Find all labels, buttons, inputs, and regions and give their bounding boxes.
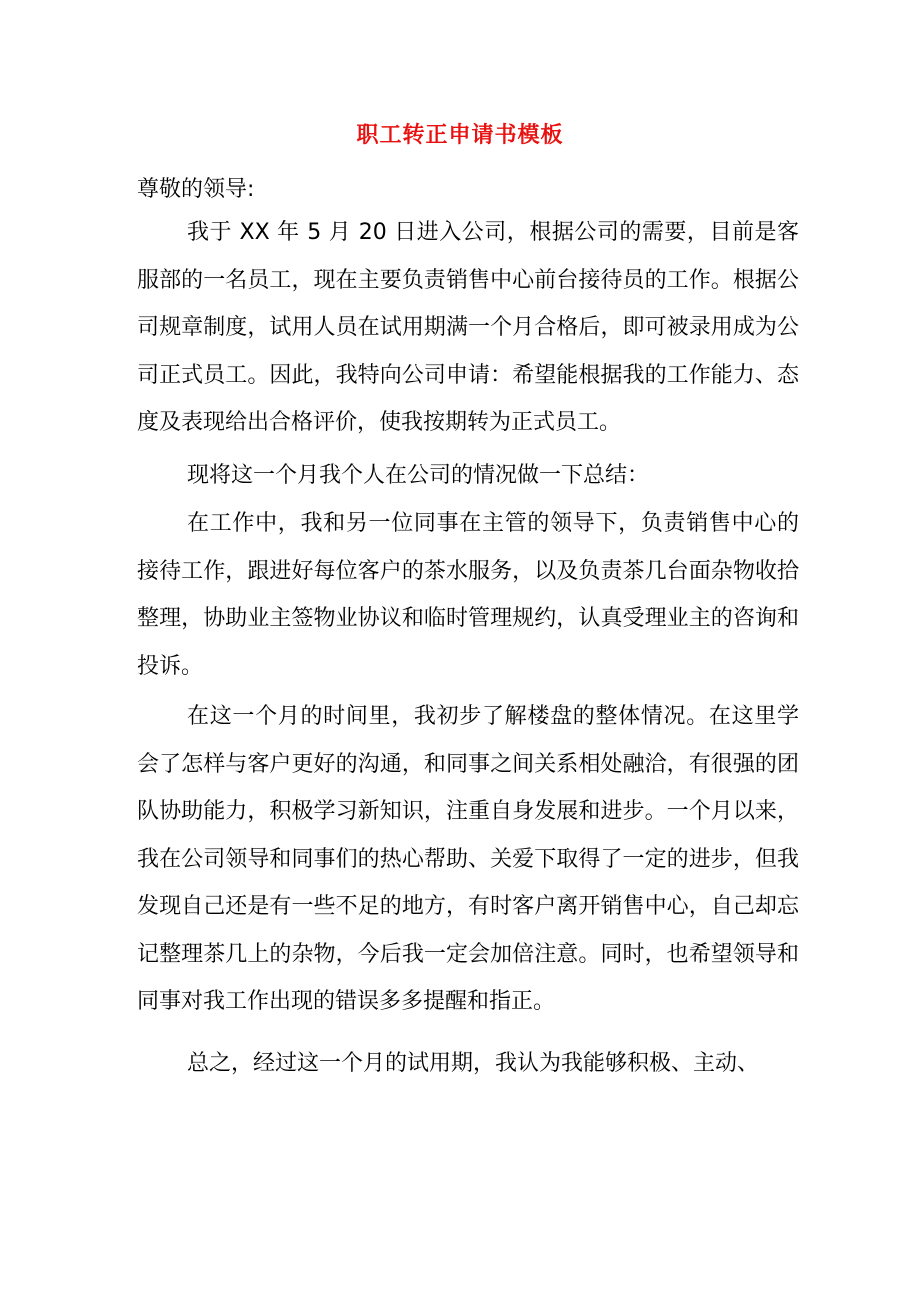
paragraph-conclusion: 总之，经过这一个月的试用期，我认为我能够积极、主动、 [187, 1051, 760, 1076]
paragraph-work-duties: 在工作中，我和另一位同事在主管的领导下，负责销售中心的接待工作，跟进好每位客户的茶水服务，以及负责茶几台面杂物收拾整理，协助业主签物业协议和临时管理规约，认真受理业主的咨询和投诉。 [137, 511, 799, 679]
document-title: 职工转正申请书模板 [356, 123, 564, 148]
salutation: 尊敬的领导: [137, 177, 255, 202]
paragraph-summary-lead: 现将这一个月我个人在公司的情况做一下总结： [187, 463, 650, 488]
paragraph-month-review: 在这一个月的时间里，我初步了解楼盘的整体情况。在这里学会了怎样与客户更好的沟通，和同事之间关系相处融洽，有很强的团队协助能力，积极学习新知识，注重自身发展和进步。一个月以来，我在公司领导和同事们的热心帮助、关爱下取得了一定的进步，但我发现自己还是有一些不足的地方，有时客户离开销售中心，自己却忘记整理茶几上的杂物，今后我一定会加倍注意。同时，也希望领导和同事对我工作出现的错误多多提醒和指正。 [137, 704, 799, 1014]
paragraph-intro: 我于 XX 年 5 月 20 日进入公司，根据公司的需要，目前是客服部的一名员工，现在主要负责销售中心前台接待员的工作。根据公司规章制度，试用人员在试用期满一个月合格后，即可被录用成为公司正式员工。因此，我特向公司申请：希望能根据我的工作能力、态度及表现给出合格评价，使我按期转为正式员工。 [137, 220, 799, 435]
